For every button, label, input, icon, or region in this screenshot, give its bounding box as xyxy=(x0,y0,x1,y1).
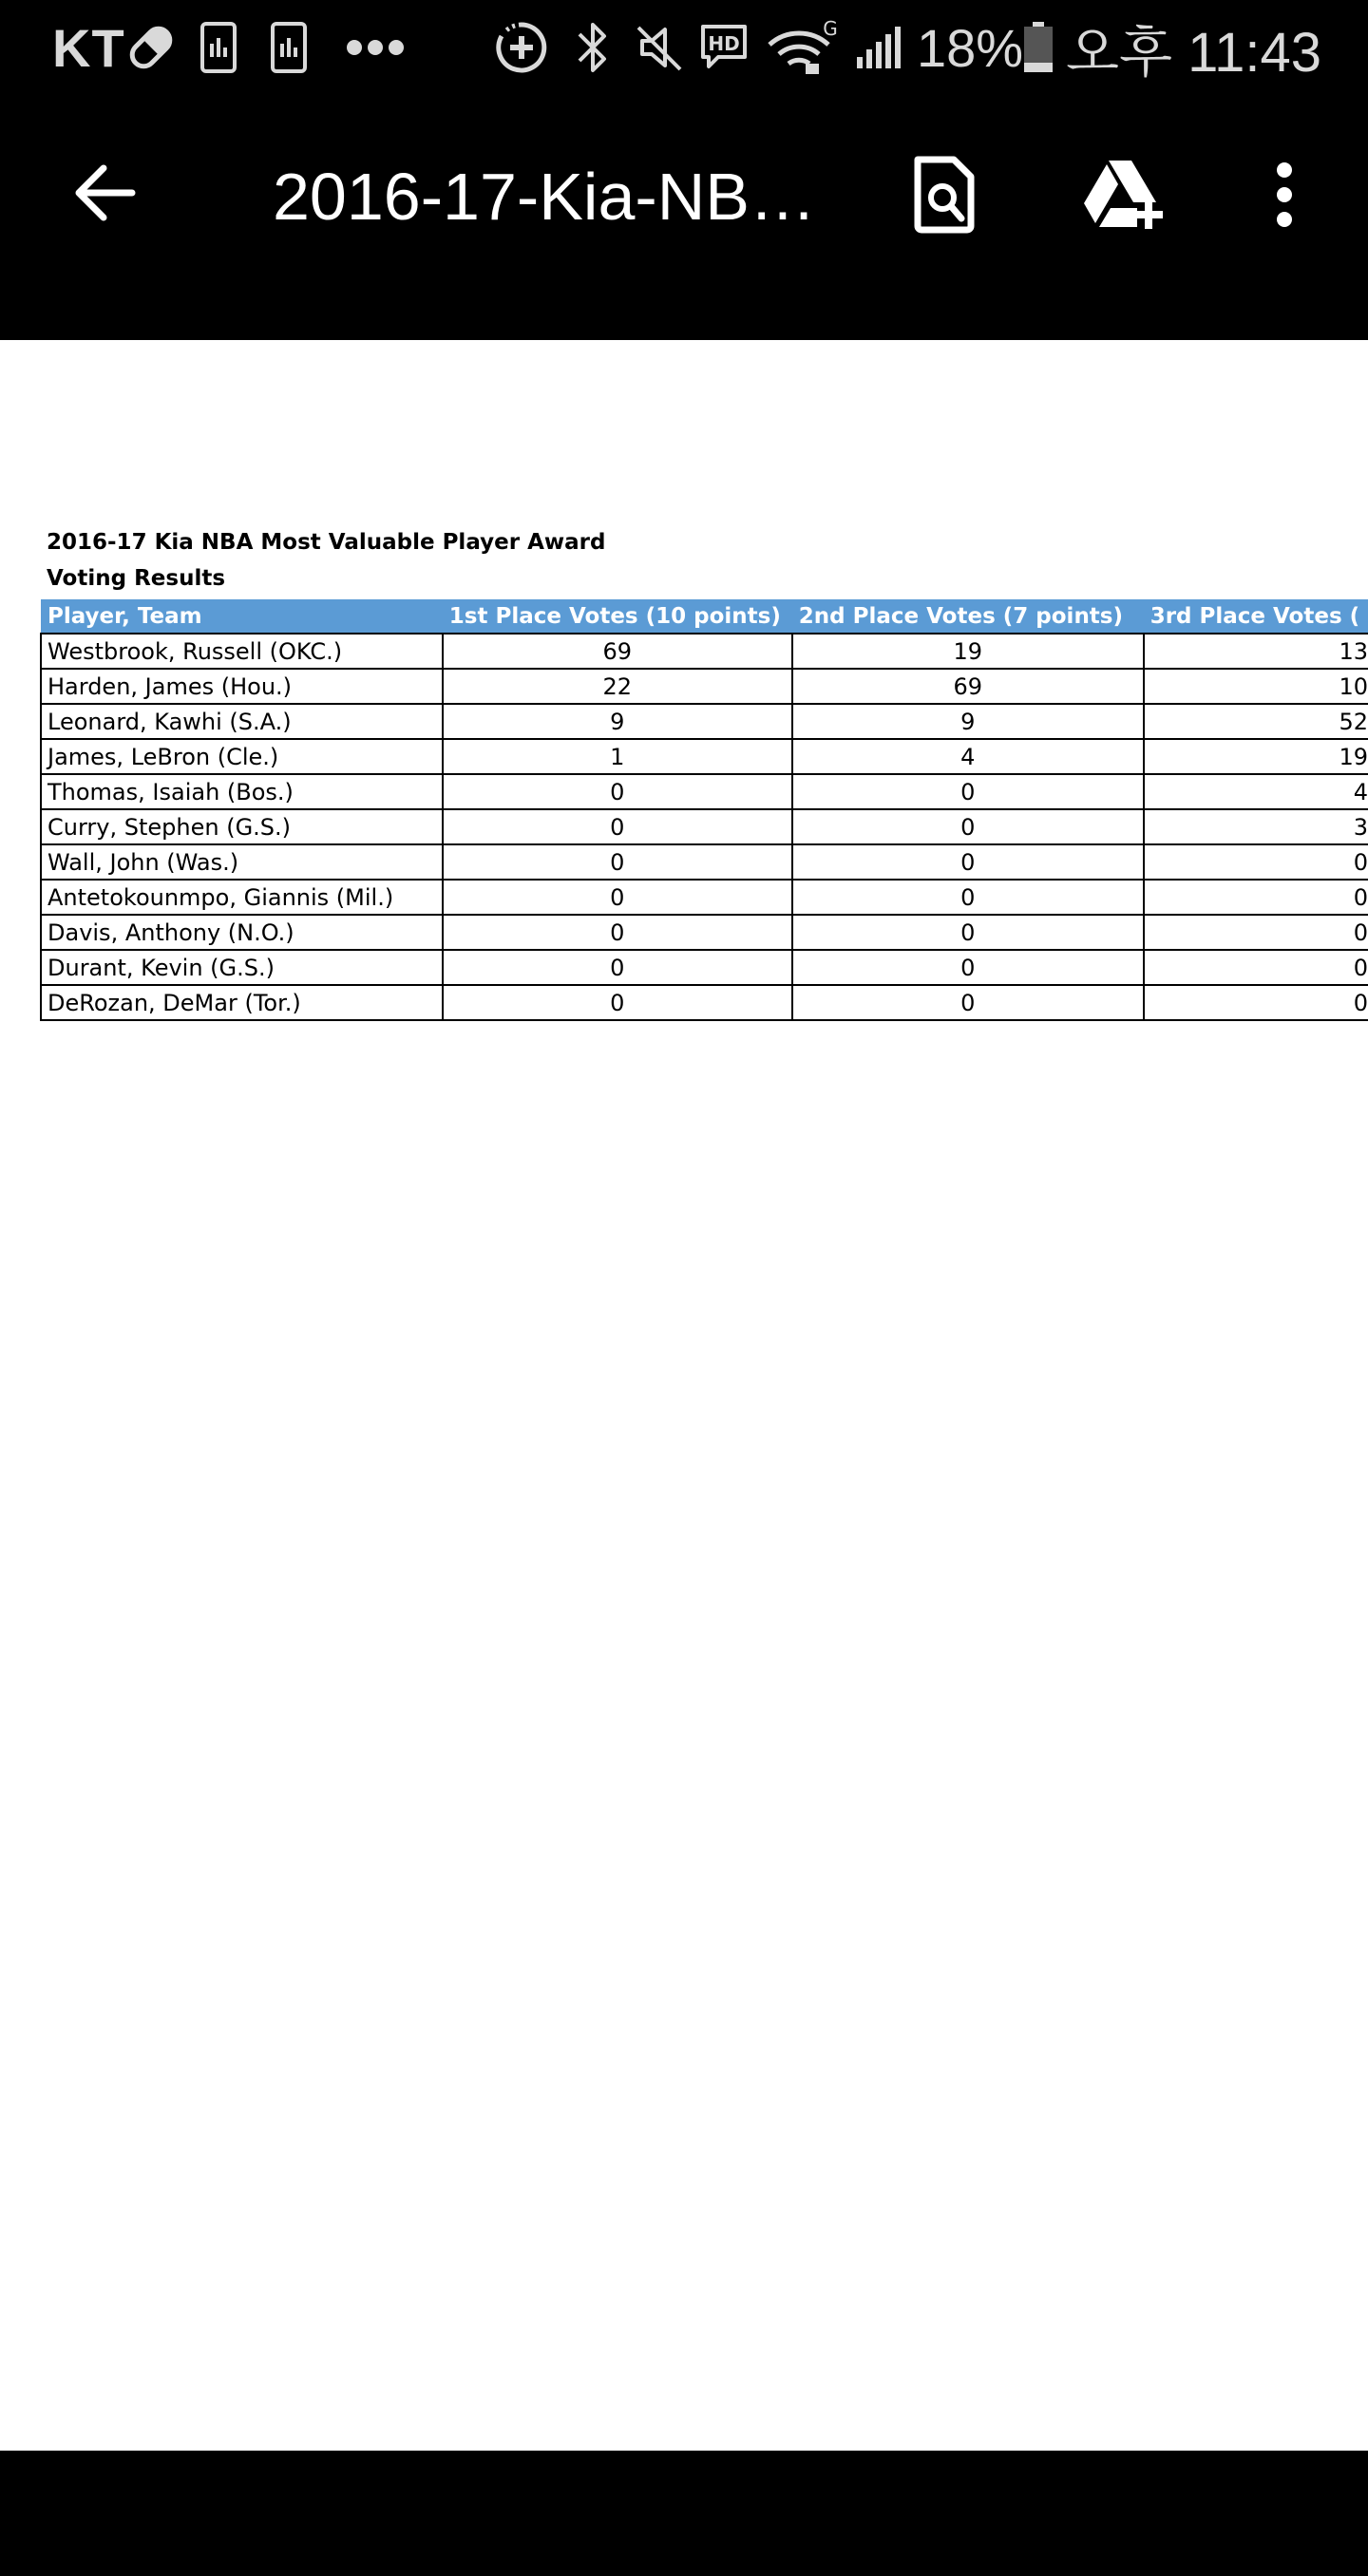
first-place-votes-cell: 1 xyxy=(443,739,792,774)
pill-icon xyxy=(124,0,179,95)
third-place-votes-cell: 19 xyxy=(1144,739,1368,774)
player-cell: Wall, John (Was.) xyxy=(41,844,443,880)
table-row xyxy=(41,634,1368,669)
third-place-votes-cell: 52 xyxy=(1144,704,1368,739)
first-place-votes-cell: 22 xyxy=(443,669,792,704)
column-header-first-place: 1st Place Votes (10 points) xyxy=(443,599,792,634)
table-row xyxy=(41,985,1368,1020)
table-body xyxy=(41,634,1368,1020)
first-place-votes-cell: 69 xyxy=(443,634,792,669)
table-row xyxy=(41,669,1368,704)
svg-text:HD: HD xyxy=(708,32,740,55)
table-row xyxy=(41,844,1368,880)
sheet-subtitle: Voting Results xyxy=(47,566,226,591)
phone-chart-icon xyxy=(200,0,238,95)
status-bar xyxy=(0,0,1368,95)
third-place-votes-cell: 0 xyxy=(1144,880,1368,915)
table-row xyxy=(41,915,1368,950)
player-cell: Davis, Anthony (N.O.) xyxy=(41,915,443,950)
signal-icon xyxy=(855,0,904,95)
navigation-bar xyxy=(0,2451,1368,2576)
table-row xyxy=(41,774,1368,809)
back-arrow-icon xyxy=(71,162,138,228)
bluetooth-icon xyxy=(574,0,612,95)
player-cell: Curry, Stephen (G.S.) xyxy=(41,809,443,844)
find-in-page-button[interactable] xyxy=(893,147,993,247)
first-place-votes-cell: 0 xyxy=(443,950,792,985)
third-place-votes-cell: 0 xyxy=(1144,950,1368,985)
second-place-votes-cell: 0 xyxy=(792,985,1144,1020)
player-cell: Westbrook, Russell (OKC.) xyxy=(41,634,443,669)
player-cell: DeRozan, DeMar (Tor.) xyxy=(41,985,443,1020)
player-cell: Leonard, Kawhi (S.A.) xyxy=(41,704,443,739)
wifi-icon xyxy=(766,0,836,95)
second-place-votes-cell: 9 xyxy=(792,704,1144,739)
second-place-votes-cell: 4 xyxy=(792,739,1144,774)
table-row xyxy=(41,704,1368,739)
second-place-votes-cell: 0 xyxy=(792,950,1144,985)
app-bar xyxy=(0,95,1368,340)
first-place-votes-cell: 0 xyxy=(443,809,792,844)
column-header-third-place: 3rd Place Votes ( xyxy=(1144,599,1368,634)
second-place-votes-cell: 69 xyxy=(792,669,1144,704)
back-button[interactable] xyxy=(57,147,152,242)
table-row xyxy=(41,880,1368,915)
third-place-votes-cell: 0 xyxy=(1144,844,1368,880)
third-place-votes-cell: 0 xyxy=(1144,985,1368,1020)
second-place-votes-cell: 0 xyxy=(792,915,1144,950)
second-place-votes-cell: 0 xyxy=(792,844,1144,880)
third-place-votes-cell: 13 xyxy=(1144,634,1368,669)
svg-text:G: G xyxy=(823,17,838,40)
more-vert-icon xyxy=(1275,161,1294,233)
table-row xyxy=(41,739,1368,774)
second-place-votes-cell: 0 xyxy=(792,809,1144,844)
third-place-votes-cell: 0 xyxy=(1144,915,1368,950)
more-notifications-icon xyxy=(346,0,405,95)
document-title: 2016-17-Kia-NB… xyxy=(273,160,816,234)
third-place-votes-cell: 3 xyxy=(1144,809,1368,844)
phone-chart-icon xyxy=(270,0,308,95)
second-place-votes-cell: 0 xyxy=(792,880,1144,915)
mute-icon xyxy=(635,0,686,95)
add-to-drive-button[interactable] xyxy=(1074,147,1178,247)
player-cell: Thomas, Isaiah (Bos.) xyxy=(41,774,443,809)
first-place-votes-cell: 0 xyxy=(443,844,792,880)
battery-icon xyxy=(1022,0,1054,95)
player-cell: Antetokounmpo, Giannis (Mil.) xyxy=(41,880,443,915)
table-row xyxy=(41,809,1368,844)
more-options-button[interactable] xyxy=(1237,147,1332,247)
add-to-drive-icon xyxy=(1080,159,1171,236)
player-cell: Harden, James (Hou.) xyxy=(41,669,443,704)
column-header-second-place: 2nd Place Votes (7 points) xyxy=(792,599,1144,634)
first-place-votes-cell: 0 xyxy=(443,985,792,1020)
table-row xyxy=(41,950,1368,985)
battery-percentage: 18% xyxy=(917,17,1024,78)
first-place-votes-cell: 0 xyxy=(443,915,792,950)
table-header-row xyxy=(41,599,1368,634)
carrier-label: KT xyxy=(52,17,125,78)
second-place-votes-cell: 0 xyxy=(792,774,1144,809)
sheet-title: 2016-17 Kia NBA Most Valuable Player Award xyxy=(47,530,606,555)
find-in-page-icon xyxy=(910,156,977,238)
first-place-votes-cell: 0 xyxy=(443,774,792,809)
second-place-votes-cell: 19 xyxy=(792,634,1144,669)
column-header-player: Player, Team xyxy=(41,599,443,634)
data-saver-icon xyxy=(494,0,549,95)
clock: 오후 11:43 xyxy=(1066,22,1322,84)
hd-voice-icon xyxy=(697,0,750,95)
voting-results-table xyxy=(40,599,1368,1021)
first-place-votes-cell: 0 xyxy=(443,880,792,915)
document-viewer[interactable] xyxy=(0,340,1368,2451)
third-place-votes-cell: 10 xyxy=(1144,669,1368,704)
first-place-votes-cell: 9 xyxy=(443,704,792,739)
player-cell: James, LeBron (Cle.) xyxy=(41,739,443,774)
third-place-votes-cell: 4 xyxy=(1144,774,1368,809)
player-cell: Durant, Kevin (G.S.) xyxy=(41,950,443,985)
